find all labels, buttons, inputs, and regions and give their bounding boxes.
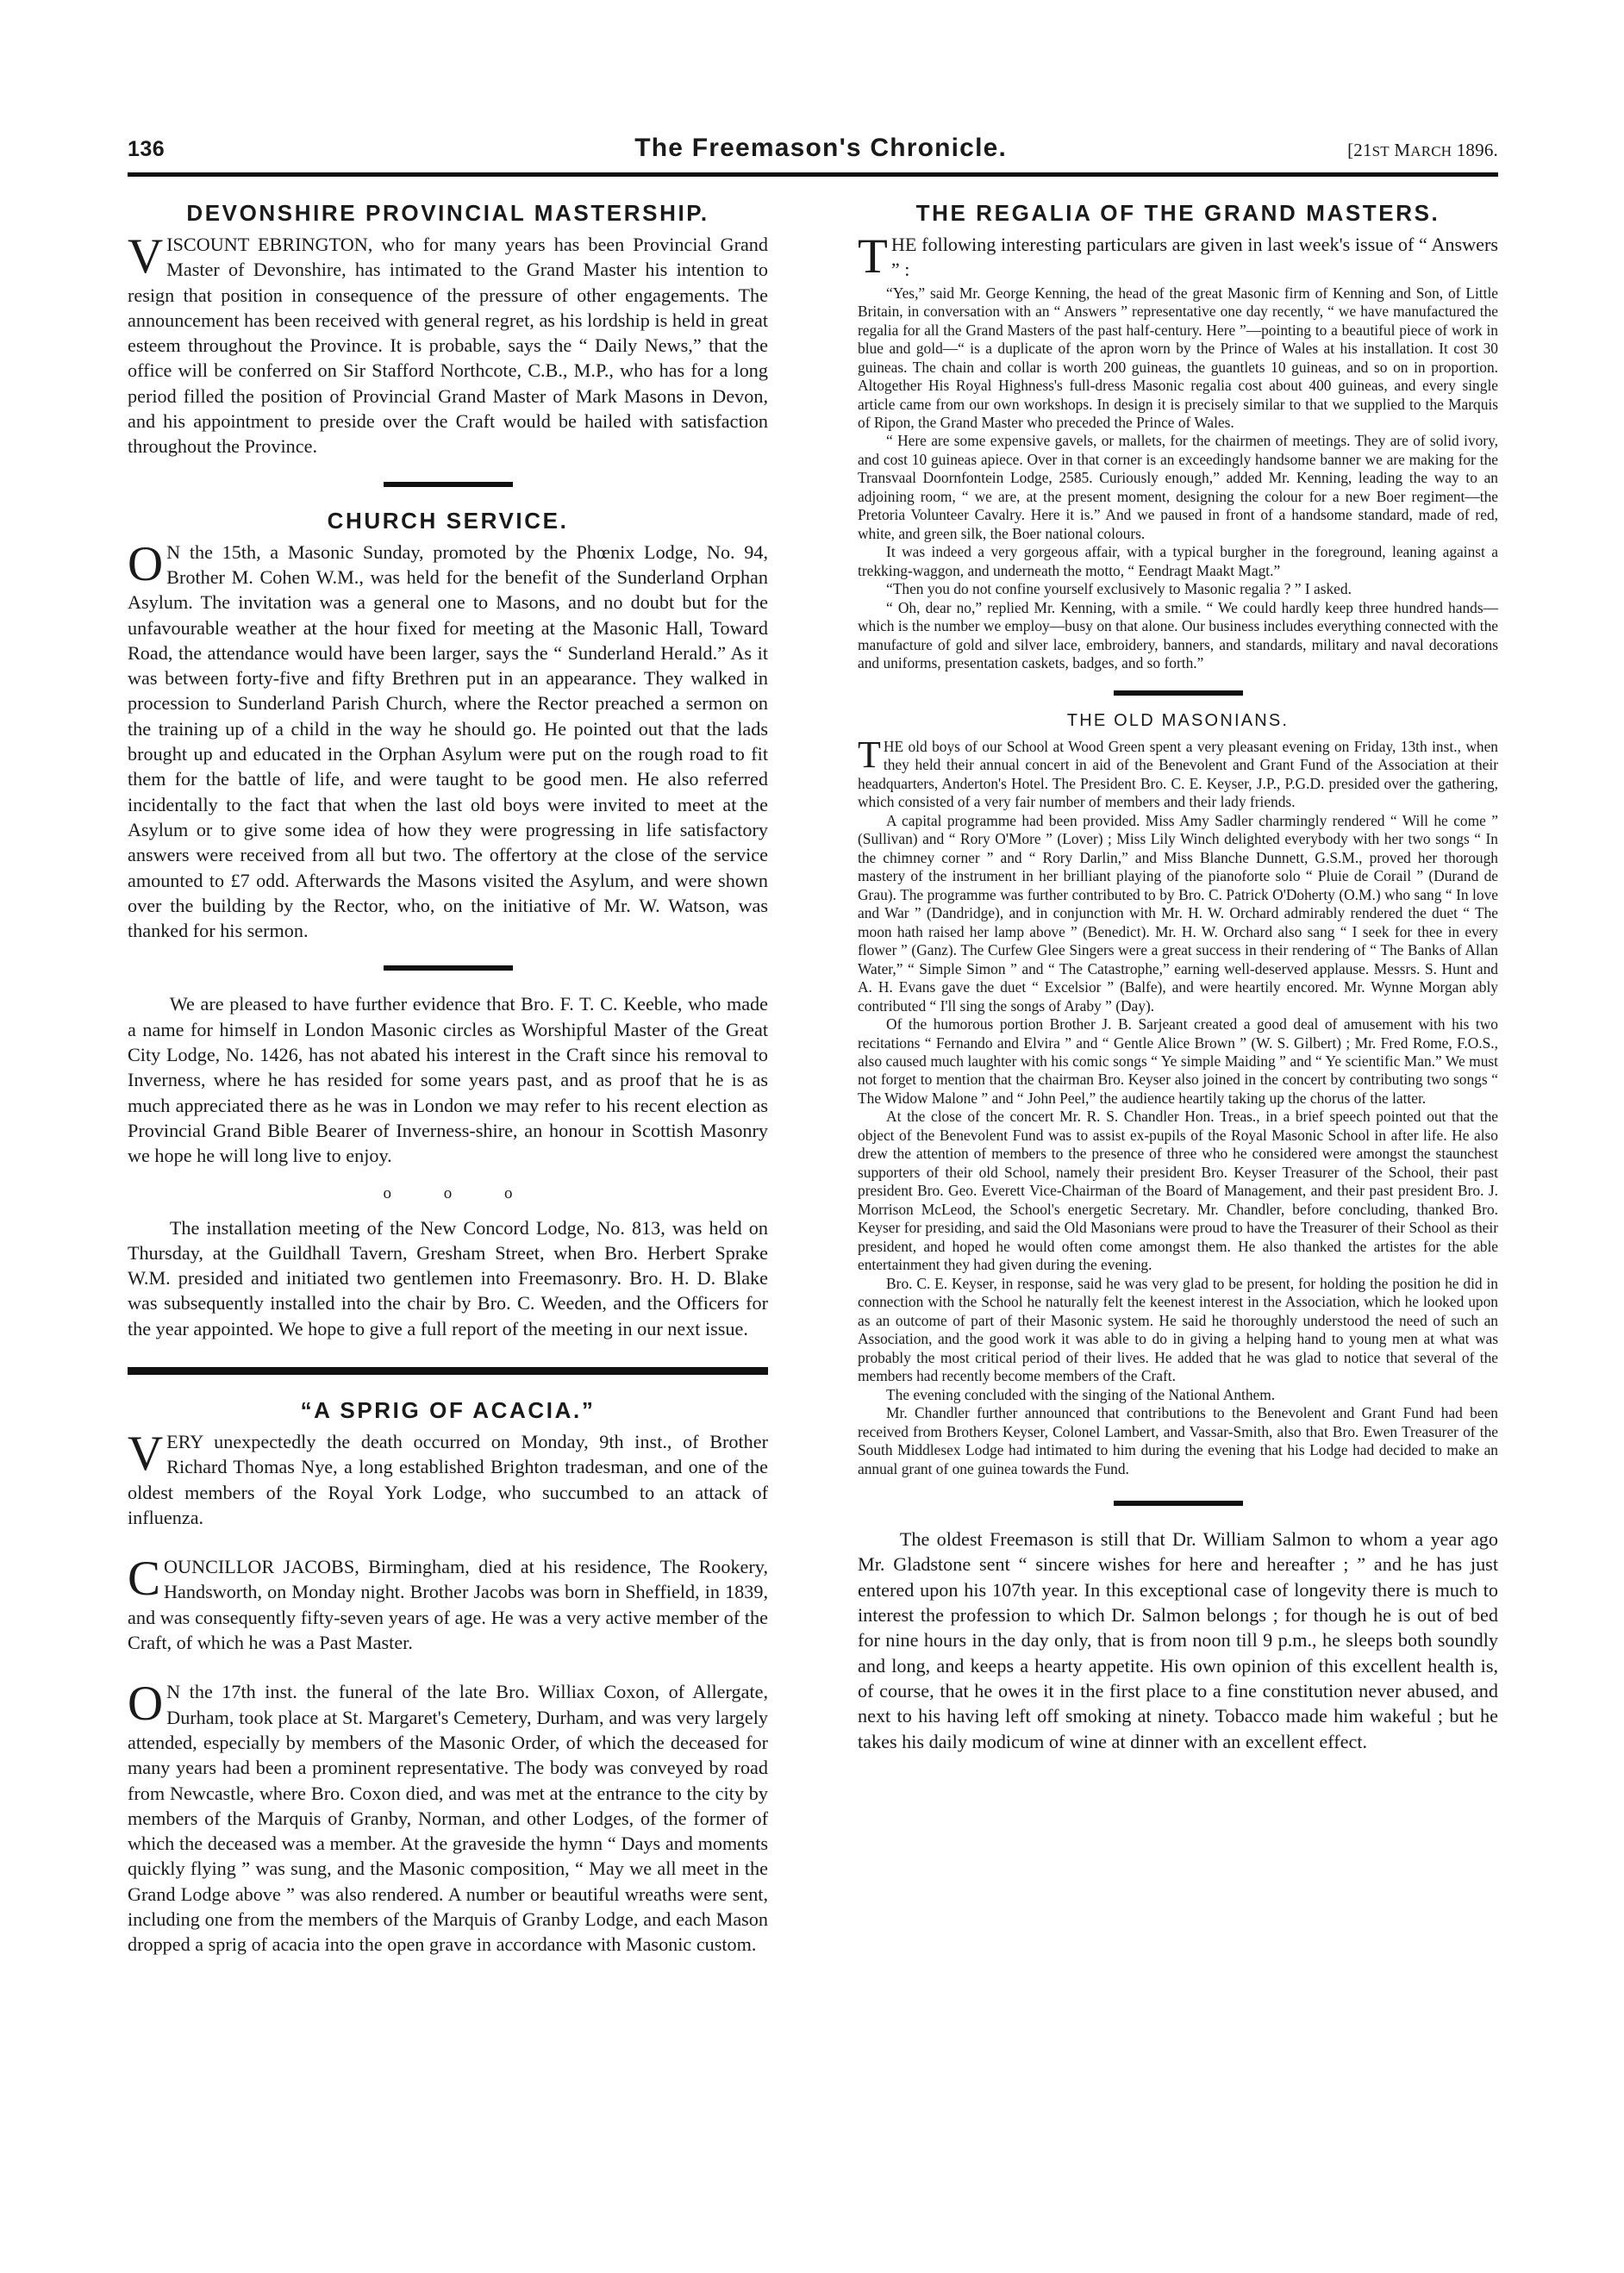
obituary-councillor-jacobs: COUNCILLOR JACOBS, Birmingham, died at his residence, The Rookery, Handsworth, on Monday night. Brother Jacobs was born in Sheffield, in 1839, and was consequently fifty-seven years of age. He was a very active member of the Craft, of which he was a Past Master. — [128, 1552, 768, 1654]
regalia-paragraph-3: It was indeed a very gorgeous affair, with a typical burgher in the foreground, leaning against a trekking-waggon, and underneath the motto, “ Eendragt Maakt Magt.” — [858, 543, 1498, 579]
date-ordinal-suffix: ST — [1371, 143, 1390, 159]
church-service-paragraph-1: ON the 15th, a Masonic Sunday, promoted by the Phœnix Lodge, No. 94, Brother M. Cohen W.M., was held for the benefit of the Sunderland Orphan Asylum. The invitation was a general one to Masons, and no doubt but for the unfavourable weather at the hour fixed for meeting at the Masonic Hall, Toward Road, the attendance would have been larger, says the “ Sunderland Herald.” As it was between forty-five and fifty Brethren put in an appearance. They walked in procession to Sunderland Parish Church, where the Rector preached a sermon on the training up of a child in the way he should go. He pointed out that the lads brought up and educated in the Orphan Asylum were put on the rough road to fit them for the battle of life, and were taught to be good men. He also referred incidentally to the fact that when the last old boys were invited to meet at the Asylum or to give some idea of how they were progressing in life satisfactory answers were received from all but two. The offertory at the close of the service amounted to £7 odd. Afterwards the Masons visited the Asylum, and were shown over the building by the Rector, who, on the initiative of Mr. W. Watson, was thanked for his sermon. — [128, 536, 768, 942]
old-masonians-paragraph-3: Of the humorous portion Brother J. B. Sarjeant created a good deal of amusement with his two recitations “ Fernando and Elvira ” and “ Gentle Alice Brown ” (W. S. Gilbert) ; Mr. Fred Rome, F.O.S., also caused much laughter with his comic songs “ Ye simple Maiding ” and “ Ye scientific Man.” We must not forget to mention that the chairman Bro. Keyser also joined in the concert by contributing two songs “ The Widow Malone ” and “ John Peel,” the audience heartily taking up the chorus of the latter. — [858, 1015, 1498, 1107]
heading-a-sprig-of-acacia: “A SPRIG OF ACACIA.” — [300, 1396, 596, 1423]
old-masonians-paragraph-1: THE old boys of our School at Wood Green spent a very pleasant evening on Friday, 13th inst., when they held their annual concert in aid of the Benevolent and Grant Fund of the Association at their headquarters, Anderton's Hotel. The President Bro. C. E. Keyser, J.P., P.G.D. presided over the gathering, which consisted of a very fair number of members and their lady friends. — [858, 733, 1498, 811]
new-concord-lodge-paragraph: The installation meeting of the New Concord Lodge, No. 813, was held on Thursday, at the Guildhall Tavern, Gresham Street, when Bro. Herbert Sprake W.M. presided and initiated two gentlemen into Freemasonry. Bro. H. D. Blake was subsequently installed into the chair by Bro. C. Weeden, and the Officers for the year appointed. We hope to give a full report of the meeting in our next issue. — [128, 1216, 768, 1339]
circle-separator: o o o — [383, 1183, 537, 1202]
publication-title: The Freemason's Chronicle. — [634, 134, 1008, 162]
regalia-lead-paragraph: THE following interesting particulars are given in last week's issue of “ Answers ” : — [858, 229, 1498, 284]
obituary-spacer-1 — [128, 1532, 768, 1554]
left-column — [128, 200, 813, 1959]
old-masonians-paragraph-7: Mr. Chandler further announced that contributions to the Benevolent and Grant Fund had been received from Brothers Keyser, Colonel Lambert, and Vassar-Smith, also that Bro. Ewen Treasurer of the South Middlesex Lodge had intimated to him during the evening that his Lodge had decided to make an annual grant of one guinea towards the Fund. — [858, 1404, 1498, 1477]
old-masonians-paragraph-2: A capital programme had been provided. Miss Amy Sadler charmingly rendered “ Will he come ” (Sullivan) and “ Rory O'More ” (Lover) ; Miss Lily Winch delighted everybody with her two songs “ In the chimney corner ” and “ Rory Darlin,” and Miss Blanche Dunnett, G.S.M., proved her thorough mastery of the instrument in her brilliant playing of the pianoforte solo “ Pluie de Corail ” (Durand de Grau). The programme was further contributed to by Bro. C. Patrick O'Doherty (O.M.) who sang “ In love and War ” (Dandridge), and in conjunction with Mr. H. W. Orchard admirably rendered the duet “ The moon hath raised her lamp above ” (Benedict). Mr. H. W. Orchard also sang “ I seek for thee in every flower ” (Ganz). The Curfew Glee Singers were a great success in their rendering of “ The Banks of Allan Water,” “ Simple Simon ” and “ The Catastrophe,” earning well-deserved applause. Messrs. S. Hunt and A. H. Evans gave the duet “ Excelsior ” (Balfe), and were heartily encored. Mr. Wynne Morgan ably contributed “ I'll sing the songs of Araby ” (Day). — [858, 811, 1498, 1015]
two-column-body — [128, 200, 1498, 1959]
date-year: 1896. — [1452, 140, 1498, 160]
regalia-paragraph-2: “ Here are some expensive gavels, or mallets, for the chairmen of meetings. They are of solid ivory, and cost 10 guineas apiece. Over in that corner is an exceedingly handsome banner we are making for the Transvaal Doornfontein Lodge, 2585. Curiously enough,” added Mr. Kenning, leading the way to an adjoining room, “ we are, at the present moment, designing the colour for a new Boer regiment—the Pretoria Volunteer Cavalry. Here it is.” And we paused in front of a handsome standard, made of red, white, and green silk, the Boer national colours. — [858, 432, 1498, 542]
issue-date — [1347, 140, 1498, 161]
regalia-paragraph-5: “ Oh, dear no,” replied Mr. Kenning, with a smile. “ We could hardly keep three hundred hands—which is the number we employ—busy on that alone. Our business includes everything connected with the manufacture of gold and silver lace, embroidery, banners, and standards, military and naval decorations and uniforms, presentation caskets, badges, and so forth.” — [858, 598, 1498, 672]
page-folio-number: 136 — [128, 137, 166, 161]
keeble-note-paragraph: We are pleased to have further evidence that Bro. F. T. C. Keeble, who made a name for himself in London Masonic circles as Worshipful Master of the Great City Lodge, No. 1426, has not abated his interest in the Craft since his removal to Inverness, where he has resided for some years past, and as proof that he is as much appreciated there as he was in London we may refer to his recent election as Provincial Grand Bible Bearer of Inverness-shire, an honour in Scottish Masonry we hope he will long live to enjoy. — [128, 993, 768, 1167]
section-divider-thick-rule — [128, 1367, 768, 1375]
old-masonians-paragraph-5: Bro. C. E. Keyser, in response, said he was very glad to be present, for holding the position he did in connection with the School he naturally felt the keenest interest in the Association, which he looked upon as an outcome of part of their Masonic system. He said he thoroughly understood the need of such an Association, and the good work it was able to do in giving a helping hand to young men at what was probably the most critical period of their lives. He added that he was glad to notice that several of the members had recently become members of the Craft. — [858, 1274, 1498, 1385]
date-month-initial: M — [1389, 140, 1411, 160]
date-prefix: [21 — [1347, 140, 1372, 160]
heading-devonshire-provincial-mastership: DEVONSHIRE PROVINCIAL MASTERSHIP. — [186, 200, 709, 226]
old-masonians-paragraph-6: The evening concluded with the singing of the National Anthem. — [886, 1385, 1276, 1403]
obituary-spacer-2 — [128, 1657, 768, 1679]
oldest-freemason-paragraph: The oldest Freemason is still that Dr. William Salmon to whom a year ago Mr. Gladstone sent “ sincere wishes for here and hereafter ; ” and he has just entered upon his 107th year. In this exceptional case of longevity there is much to interest the profession to which Dr. Salmon belongs ; for though he is out of bed for nine hours in the day only, that is from noon till 9 p.m., he sleeps both soundly and long, and keeps a hearty appetite. His own opinion of this excellent health is, of course, that he owes it in the first place to a fine constitution never abused, and next to his having left off smoking at ninety. Tobacco made him wakeful ; but he takes his daily modicum of wine at dinner with an excellent effect. — [858, 1528, 1498, 1752]
obituary-williax-coxon: ON the 17th inst. the funeral of the late Bro. Williax Coxon, of Allergate, Durham, took place at St. Margaret's Cemetery, Durham, and was very largely attended, especially by members of the Masonic Order, of which the deceased for many years had been a prominent representative. The body was conveyed by road from Newcastle, where Bro. Coxon died, and was met at the entrance to the city by members of the Marquis of Granby, Norman, and other Lodges, of the former of which the deceased was a member. At the graveside the hymn “ Days and moments quickly flying ” was sung, and the Masonic composition, “ May we all meet in the Grand Lodge above ” was also rendered. A number or beautiful wreaths were sent, including one from the members of the Marquis of Granby Lodge, and each Mason dropped a sprig of acacia into the open grave in accordance with Masonic custom. — [128, 1677, 768, 1956]
devonshire-paragraph-1: VISCOUNT EBRINGTON, who for many years has been Provincial Grand Master of Devonshire, has intimated to the Grand Master his intention to resign that position in consequence of the pressure of other engagements. The announcement has been received with general regret, as his lordship is held in great esteem throughout the Province. It is probable, says the “ Daily News,” that the office will be conferred on Sir Stafford Northcote, C.B., M.P., who has for a long period filled the position of Provincial Grand Master of Mark Masons in Devon, and his appointment to preside over the Craft would be hailed with satisfaction throughout the Province. — [128, 229, 768, 458]
section-divider-double-rule-2 — [384, 965, 513, 971]
regalia-paragraph-4: “Then you do not confine yourself exclusively to Masonic regalia ? ” I asked. — [886, 580, 1352, 598]
masthead-divider-rule — [128, 172, 1498, 177]
date-month-rest: ARCH — [1410, 143, 1452, 159]
heading-church-service: CHURCH SERVICE. — [327, 507, 569, 534]
regalia-paragraph-1: “Yes,” said Mr. George Kenning, the head of the great Masonic firm of Kenning and Son, of Little Britain, in conversation with an “ Answers ” representative one day recently, “ we have manufactured the regalia for all the Grand Masters of the past half-century. Here ”—pointing to a beautiful piece of work in blue and gold—“ is a duplicate of the apron worn by the Prince of Wales at his installation. It cost 30 guineas. The chain and collar is worth 200 guineas, the guantlets 10 guineas, and so on in proportion. Altogether His Royal Highness's full-dress Masonic regalia cost about 400 guineas, and every single article came from our own workshops. In design it is precisely similar to that we supplied to the Marquis of Ripon, the Grand Master who preceded the Prince of Wales. — [858, 284, 1498, 431]
old-masonians-paragraph-4: At the close of the concert Mr. R. S. Chandler Hon. Treas., in a brief speech pointed out that the object of the Benevolent Fund was to assist ex-pupils of the Royal Masonic School in after life. He also drew the attention of members to the presence of three who he considered were amongst the staunchest supporters of their old School, namely their president Bro. Keyser Treasurer of the School, their past president Bro. Geo. Everett Vice-Chairman of the Board of Management, and their past president Bro. J. Morrison McLeod, the School's energetic Secretary. Mr. Chandler, before concluding, thanked Bro. Keyser for presiding, and said the Old Masonians were proud to have the Treasurer of their School as their president, and hoped he would often come amongst them. He also thanked the artistes for the able entertainment they had given during the evening. — [858, 1108, 1498, 1274]
section-divider-double-rule-3 — [1114, 690, 1243, 696]
obituary-richard-thomas-nye: VERY unexpectedly the death occurred on Monday, 9th inst., of Brother Richard Thomas Nye, a long established Brighton tradesman, and one of the oldest members of the Royal York Lodge, who succumbed to an attack of influenza. — [128, 1426, 768, 1528]
heading-regalia-of-the-grand-masters: THE REGALIA OF THE GRAND MASTERS. — [915, 200, 1440, 226]
right-column — [813, 200, 1498, 1959]
masthead — [128, 134, 1498, 163]
section-divider-double-rule-1 — [384, 482, 513, 487]
heading-the-old-masonians: THE OLD MASONIANS. — [1066, 710, 1290, 730]
section-divider-double-rule-4 — [1114, 1501, 1243, 1506]
